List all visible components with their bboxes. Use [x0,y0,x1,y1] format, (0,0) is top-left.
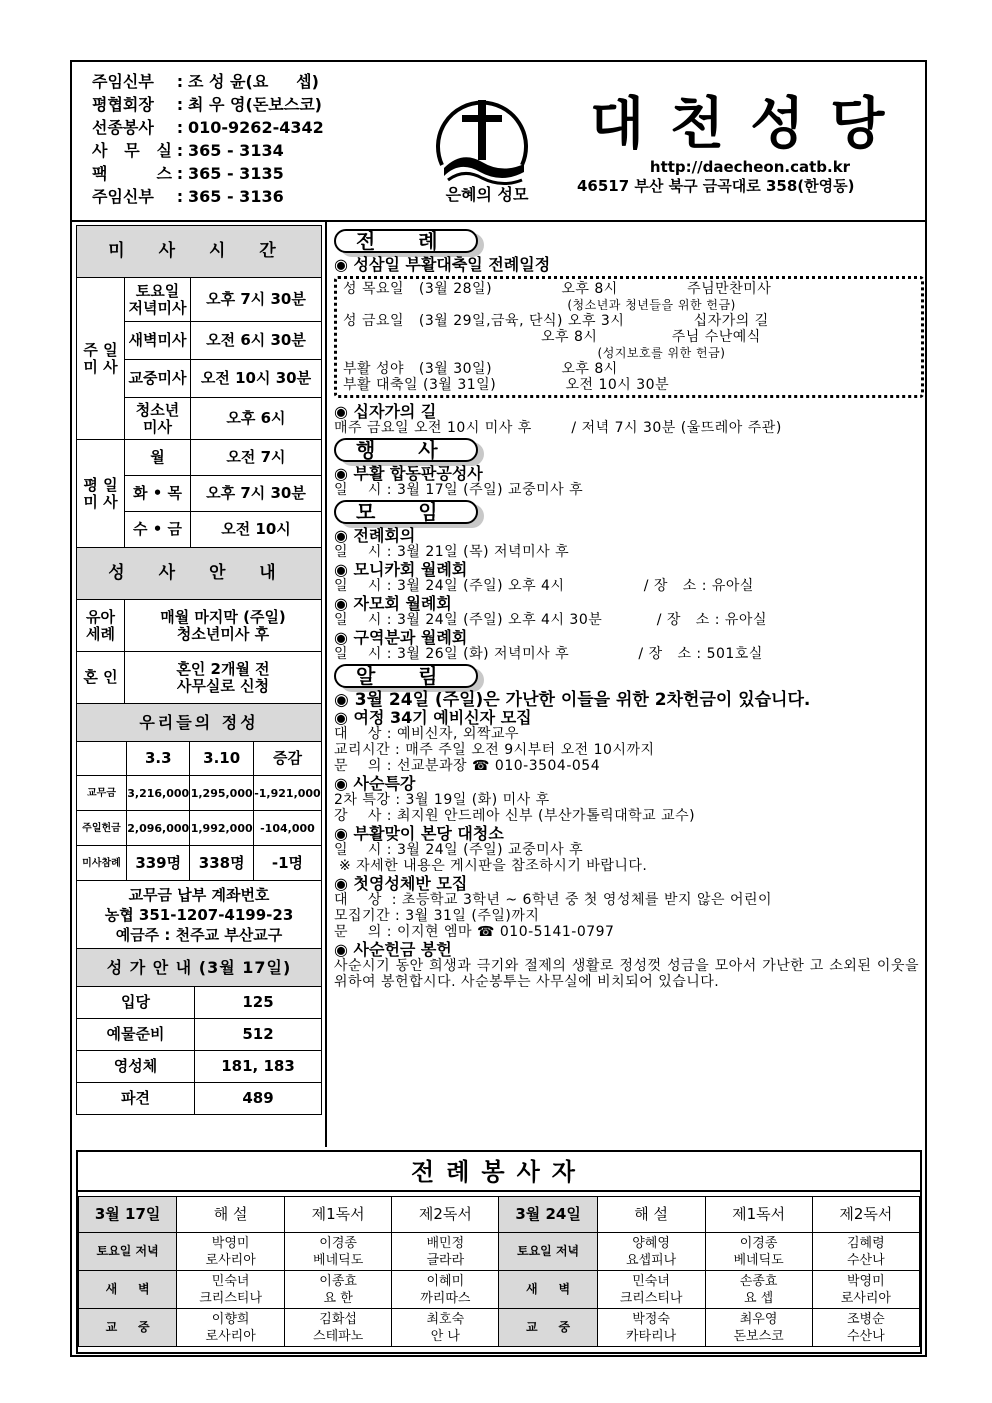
notice-line: 문 의 : 이지현 엠마 ☎ 010-5141-0797 [334,924,615,940]
hymn-label: 파견 [77,1083,195,1115]
mass-time: 오후 6시 [191,398,322,440]
server-name: 배민정 글라라 [392,1233,499,1271]
server-name: 박영미 로사리아 [812,1271,919,1309]
server-name: 최호숙 안 나 [392,1309,499,1347]
colon: : [176,164,184,183]
contact-label: 선종봉사 [92,118,154,137]
servers-head-cell: 제1독서 [705,1197,812,1233]
section-liturgy: 전 례 [334,229,478,253]
servers-row-label: 토요일 저녁 [499,1233,597,1271]
right-column [334,227,924,990]
server-name: 김혜령 수산나 [812,1233,919,1271]
notice-line: 일 시 : 3월 24일 (주일) 교중미사 후 [334,842,584,858]
contact-value: 010-9262-4342 [188,118,324,137]
meeting-title: ◉ 자모회 월례회 [334,594,452,613]
mass-name: 토요일 저녁미사 [125,278,191,322]
mass-time: 오전 10시 [191,512,322,548]
schedule-line: (성지보호를 위한 헌금) [343,346,726,360]
server-name: 박정숙 카타리나 [597,1309,705,1347]
triduum-schedule [334,276,924,398]
meeting-title: ◉ 구역분과 월례회 [334,628,468,647]
colon: : [176,72,184,91]
hymn-label: 예물준비 [77,1019,195,1051]
contact-row [92,93,324,116]
offering-cell: -1,921,000 [253,776,321,811]
hymn-label: 입당 [77,987,195,1019]
schedule-line: 부활 대축일 (3월 31일) 오전 10시 30분 [343,377,670,393]
hymn-title: 성 가 안 내 (3월 17일) [77,949,322,987]
website-url[interactable]: http://daecheon.catb.kr [649,158,851,176]
hymn-table [76,986,322,1115]
notice-title: ◉ 부활맞이 본당 대청소 [334,824,504,843]
cross-title: ◉ 십자가의 길 [334,402,437,421]
offering-col: 증감 [253,742,321,776]
servers-title: 전례봉사자 [78,1152,920,1192]
servers-row-label: 교 중 [79,1309,177,1347]
schedule-line: (청소년과 청년들을 위한 헌금) [343,298,736,312]
section-meetings: 모 임 [334,500,478,524]
offering-cell: 3,216,000 [127,776,190,811]
church-title: 대천성당 [590,92,911,157]
account-info: 교무금 납부 계좌번호 농협 351-1207-4199-23 예금주 : 천주교 부산교구 [77,881,322,949]
colon: : [176,187,184,206]
offering-table [76,703,322,987]
servers-table [78,1196,920,1347]
contact-row [92,185,324,208]
event-line: 일 시 : 3월 17일 (주일) 교중미사 후 [334,482,584,498]
server-name: 민숙녀 크리스티나 [177,1271,285,1309]
offering-cell: 338명 [190,846,253,881]
contact-row [92,162,324,185]
schedule-line: 부활 성야 (3월 30일) 오후 8시 [343,361,618,377]
mass-time: 오후 7시 30분 [191,476,322,512]
mass-name: 화 • 목 [125,476,191,512]
servers-row-label: 교 중 [499,1309,597,1347]
offering-col: 3.10 [190,742,253,776]
offering-cell: 1,295,000 [190,776,253,811]
mass-time: 오후 7시 30분 [191,278,322,322]
servers-row-label: 새 벽 [499,1271,597,1309]
sacrament-title: 성 사 안 내 [77,548,322,600]
schedule-line: 성 목요일 (3월 28일) 오후 8시 주님만찬미사 [343,281,772,297]
notice-title: ◉ 사순특강 [334,774,416,793]
hymn-label: 영성체 [77,1051,195,1083]
meeting-line: 일 시 : 3월 26일 (화) 저녁미사 후 / 장 소 : 501호실 [334,646,763,662]
servers-head-cell: 3월 17일 [79,1197,177,1233]
notice-line: 모집기간 : 3월 31일 (주일)까지 [334,908,540,924]
colon: : [176,118,184,137]
notice-line: ※ 자세한 내용은 게시판을 참조하시기 바랍니다. [334,858,648,874]
mass-name: 수 • 금 [125,512,191,548]
server-name: 박영미 로사리아 [177,1233,285,1271]
colon: : [176,95,184,114]
server-name: 이향희 로사리아 [177,1309,285,1347]
sacrament-name: 유아 세례 [77,600,125,652]
contact-value: 365 - 3135 [188,164,284,183]
mass-name: 교중미사 [125,360,191,398]
notice-line: 대 상 : 초등학교 3학년 ~ 6학년 중 첫 영성체를 받지 않은 어린이 [334,892,773,908]
mass-time: 오전 6시 30분 [191,322,322,360]
server-name: 손종효 요 셉 [705,1271,812,1309]
column-divider [325,222,327,1147]
lent-title: ◉ 사순헌금 봉헌 [334,940,452,959]
schedule-line: 성 금요일 (3월 29일,금육, 단식) 오후 3시 십자가의 길 [343,313,769,329]
section-events: 행 사 [334,438,478,462]
event-title: ◉ 부활 합동판공성사 [334,464,483,483]
offering-cell: 교무금 [77,776,127,811]
notice-title: ◉ 첫영성체반 모집 [334,874,468,893]
mass-time: 오전 7시 [191,440,322,476]
contact-value: 조 성 윤(요 셉) [188,72,319,91]
contact-value: 365 - 3134 [188,141,284,160]
mass-name: 새벽미사 [125,322,191,360]
contact-label: 평협회장 [92,95,154,114]
server-name: 이종효 요 한 [285,1271,392,1309]
contact-value: 365 - 3136 [188,187,284,206]
server-name: 조병순 수산나 [812,1309,919,1347]
server-name: 이경종 베네딕도 [705,1233,812,1271]
mass-title: 미 사 시 간 [77,226,322,278]
contact-value: 최 우 영(돈보스코) [188,95,322,114]
offering-cell: 주일헌금 [77,811,127,846]
servers-head-cell: 제1독서 [285,1197,392,1233]
notice-line: 2차 특강 : 3월 19일 (화) 미사 후 [334,792,550,808]
server-name: 이경종 베네딕도 [285,1233,392,1271]
contact-label: 사 무 실 [92,141,172,160]
hymn-number: 125 [195,987,322,1019]
offering-col: 3.3 [127,742,190,776]
contact-label: 주임신부 [92,72,154,91]
hymn-number: 512 [195,1019,322,1051]
meeting-line: 일 시 : 3월 21일 (목) 저녁미사 후 [334,544,570,560]
servers-box [76,1150,922,1354]
left-column [76,225,322,1142]
header [72,62,925,222]
offering-cell: 1,992,000 [190,811,253,846]
bulletin-frame [70,60,927,1357]
meeting-line: 일 시 : 3월 24일 (주일) 오후 4시 30분 / 장 소 : 유아실 [334,612,767,628]
server-name: 양혜영 요셉피나 [597,1233,705,1271]
notice-title: ◉ 여정 34기 예비신자 모집 [334,708,532,727]
sacrament-name: 혼 인 [77,652,125,704]
mass-time: 오전 10시 30분 [191,360,322,398]
server-name: 김화섭 스테파노 [285,1309,392,1347]
server-name: 이혜미 까리따스 [392,1271,499,1309]
lent-text: 사순시기 동안 희생과 극기와 절제의 생활로 정성껏 성금을 모아서 가난한 고 소외된 이웃을 위하여 봉헌합시다. 사순봉투는 사무실에 비치되어 있습니다. [334,958,919,990]
contact-row [92,116,324,139]
contact-label: 주임신부 [92,187,154,206]
servers-head-cell: 3월 24일 [499,1197,597,1233]
mass-name: 월 [125,440,191,476]
server-name: 민숙녀 크리스티나 [597,1271,705,1309]
contact-row [92,139,324,162]
contact-info [92,70,324,208]
colon: : [176,141,184,160]
meeting-title: ◉ 전례회의 [334,526,416,545]
servers-head-cell: 제2독서 [392,1197,499,1233]
section-notices: 알 림 [334,664,478,688]
notice-collection: ◉ 3월 24일 (주일)은 가난한 이들을 위한 2차헌금이 있습니다. [334,690,811,710]
weekday-mass-label: 평 일 미 사 [77,440,125,548]
mass-name: 청소년 미사 [125,398,191,440]
meeting-title: ◉ 모니카회 월례회 [334,560,468,579]
cross-line: 매주 금요일 오전 10시 미사 후 / 저녁 7시 30분 (울뜨레아 주관) [334,420,782,436]
hymn-number: 181, 183 [195,1051,322,1083]
servers-head-cell: 해 설 [177,1197,285,1233]
offering-title: 우리들의 정성 [77,704,322,742]
meeting-line: 일 시 : 3월 24일 (주일) 오후 4시 / 장 소 : 유아실 [334,578,754,594]
logo-caption: 은혜의 성모 [445,185,529,204]
offering-cell: 339명 [127,846,190,881]
sacrament-desc: 혼인 2개월 전 사무실로 신청 [125,652,322,704]
servers-head-cell: 제2독서 [812,1197,919,1233]
church-address: 46517 부산 북구 금곡대로 358(한영동) [577,177,855,195]
triduum-title: ◉ 성삼일 부활대축일 전례일정 [334,255,551,274]
notice-line: 교리시간 : 매주 주일 오전 9시부터 오전 10시까지 [334,742,655,758]
server-name: 최우영 돈보스코 [705,1309,812,1347]
mass-schedule-table [76,225,322,704]
hymn-number: 489 [195,1083,322,1115]
offering-cell: -104,000 [253,811,321,846]
contact-label: 팩 스 [92,164,172,183]
contact-row [92,70,324,93]
servers-row-label: 토요일 저녁 [79,1233,177,1271]
notice-line: 문 의 : 선교분과장 ☎ 010-3504-054 [334,758,601,774]
servers-head-cell: 해 설 [597,1197,705,1233]
sacrament-desc: 매월 마지막 (주일) 청소년미사 후 [125,600,322,652]
offering-col [77,742,127,776]
offering-cell: 미사참례 [77,846,127,881]
schedule-line: 오후 8시 주님 수난예식 [343,329,761,345]
servers-row-label: 새 벽 [79,1271,177,1309]
sunday-mass-label: 주 일 미 사 [77,278,125,440]
notice-line: 대 상 : 예비신자, 외짝교우 [334,726,520,742]
notice-line: 강 사 : 최지원 안드레아 신부 (부산가톨릭대학교 교수) [334,808,696,824]
offering-cell: 2,096,000 [127,811,190,846]
offering-cell: -1명 [253,846,321,881]
